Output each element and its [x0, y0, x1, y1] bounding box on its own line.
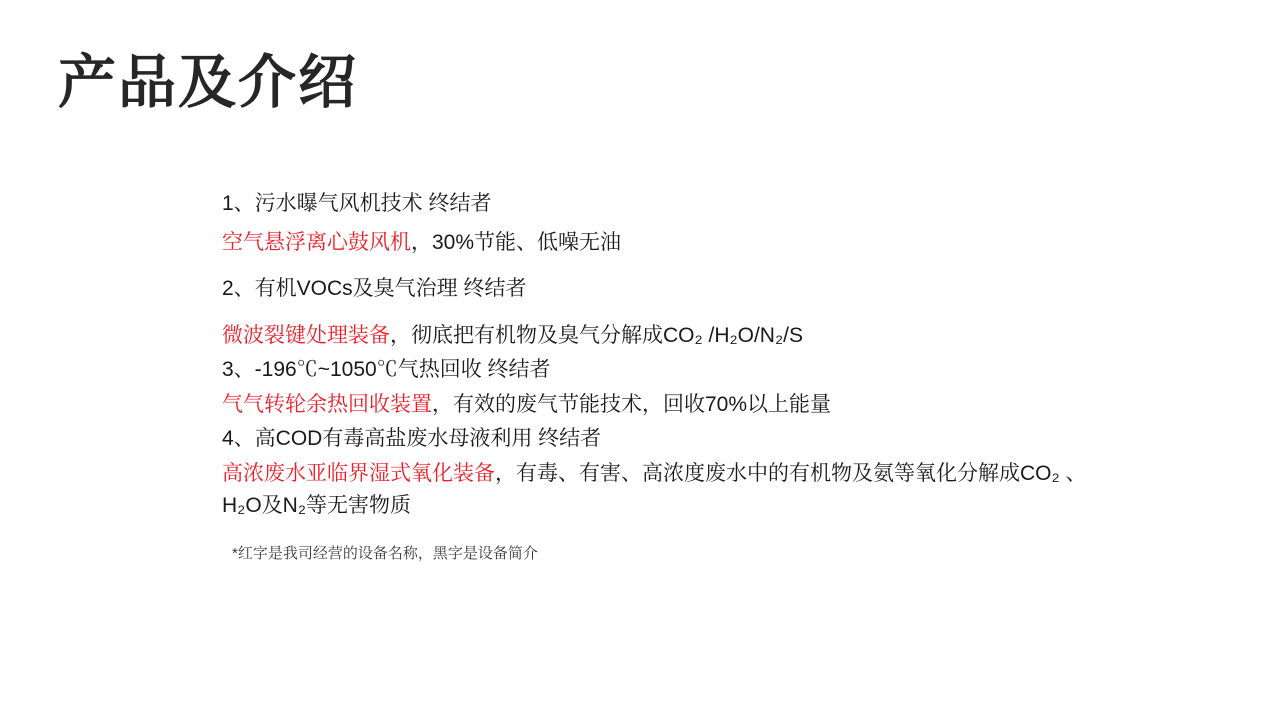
list-item — [222, 320, 1102, 353]
item-3-heading-text: 3、-196℃~1050℃气热回收 终结者 — [222, 358, 551, 382]
footnote-legend: *红字是我司经营的设备名称，黑字是设备简介 — [232, 545, 538, 562]
item-2-description: ，彻底把有机物及臭气分解成CO₂ /H₂O/N₂/S — [390, 323, 803, 347]
item-3-description: ，有效的废气节能技术，回收70%以上能量 — [432, 392, 832, 416]
list-item — [222, 273, 1102, 306]
page-title: 产品及介绍 — [58, 50, 359, 115]
item-4-heading-text: 4、高COD有毒高盐废水母液利用 终结者 — [222, 427, 602, 451]
item-1-heading-text: 1、污水曝气风机技术 终结者 — [222, 192, 492, 215]
list-item — [222, 188, 1102, 221]
list-item — [222, 227, 1102, 260]
content-list — [222, 188, 1102, 525]
item-4-product-name: 高浓废水亚临界湿式氧化装备 — [222, 461, 495, 485]
item-1-product-name: 空气悬浮离心鼓风机 — [222, 230, 411, 254]
item-2-heading-text: 2、有机VOCs及臭气治理 终结者 — [222, 277, 527, 301]
list-item — [222, 458, 1102, 523]
item-2-product-name: 微波裂键处理装备 — [222, 323, 390, 347]
list-item — [222, 354, 1102, 387]
item-4-description: ，有毒、有害、高浓度废水中的有机物及氨等氧化分解成CO₂ 、H₂O及N₂等无害物质 — [222, 461, 1087, 518]
list-item — [222, 423, 1102, 456]
item-1-description: ，30%节能、低噪无油 — [411, 230, 622, 254]
list-item — [222, 389, 1102, 422]
item-3-product-name: 气气转轮余热回收装置 — [222, 392, 432, 416]
